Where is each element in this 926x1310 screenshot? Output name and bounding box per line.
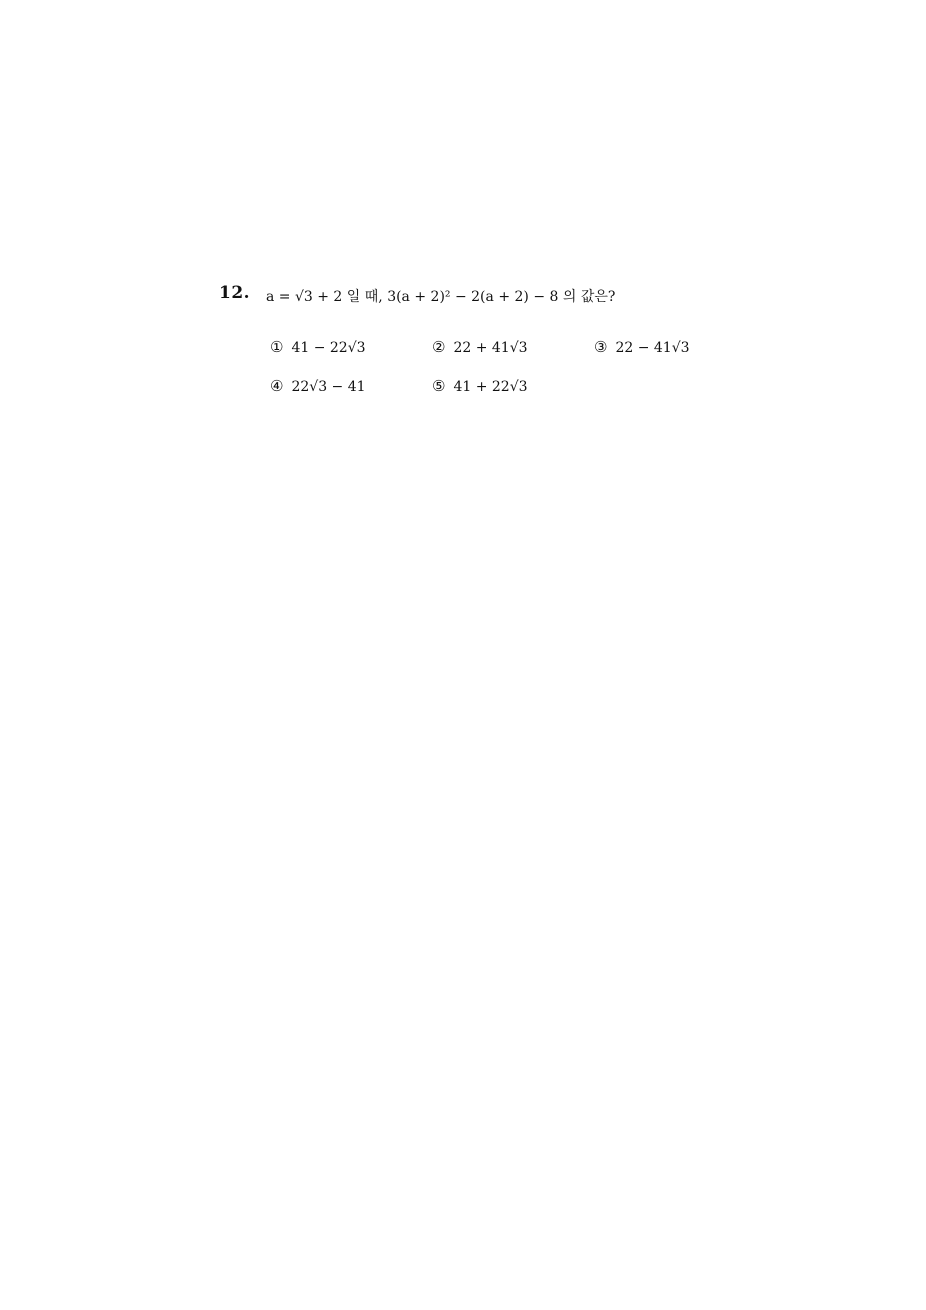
choice-3-expression: 22 − 41√3 <box>615 340 690 356</box>
choice-2-expression: 22 + 41√3 <box>453 340 528 356</box>
choice-2-marker: ② <box>432 338 446 356</box>
choice-4-marker: ④ <box>270 377 284 395</box>
choice-4[interactable] <box>270 377 366 395</box>
choice-3[interactable] <box>594 338 690 356</box>
question-number: 12. <box>219 283 251 303</box>
choice-1-expression: 41 − 22√3 <box>291 340 366 356</box>
choice-2[interactable] <box>432 338 528 356</box>
choice-3-marker: ③ <box>594 338 608 356</box>
choice-1-marker: ① <box>270 338 284 356</box>
choice-5[interactable] <box>432 377 528 395</box>
question-stem: a = √3 + 2 일 때, 3(a + 2)² − 2(a + 2) − 8 의 값은? <box>266 289 616 305</box>
choice-5-marker: ⑤ <box>432 377 446 395</box>
choice-4-expression: 22√3 − 41 <box>291 379 366 395</box>
choice-5-expression: 41 + 22√3 <box>453 379 528 395</box>
choice-1[interactable] <box>270 338 366 356</box>
